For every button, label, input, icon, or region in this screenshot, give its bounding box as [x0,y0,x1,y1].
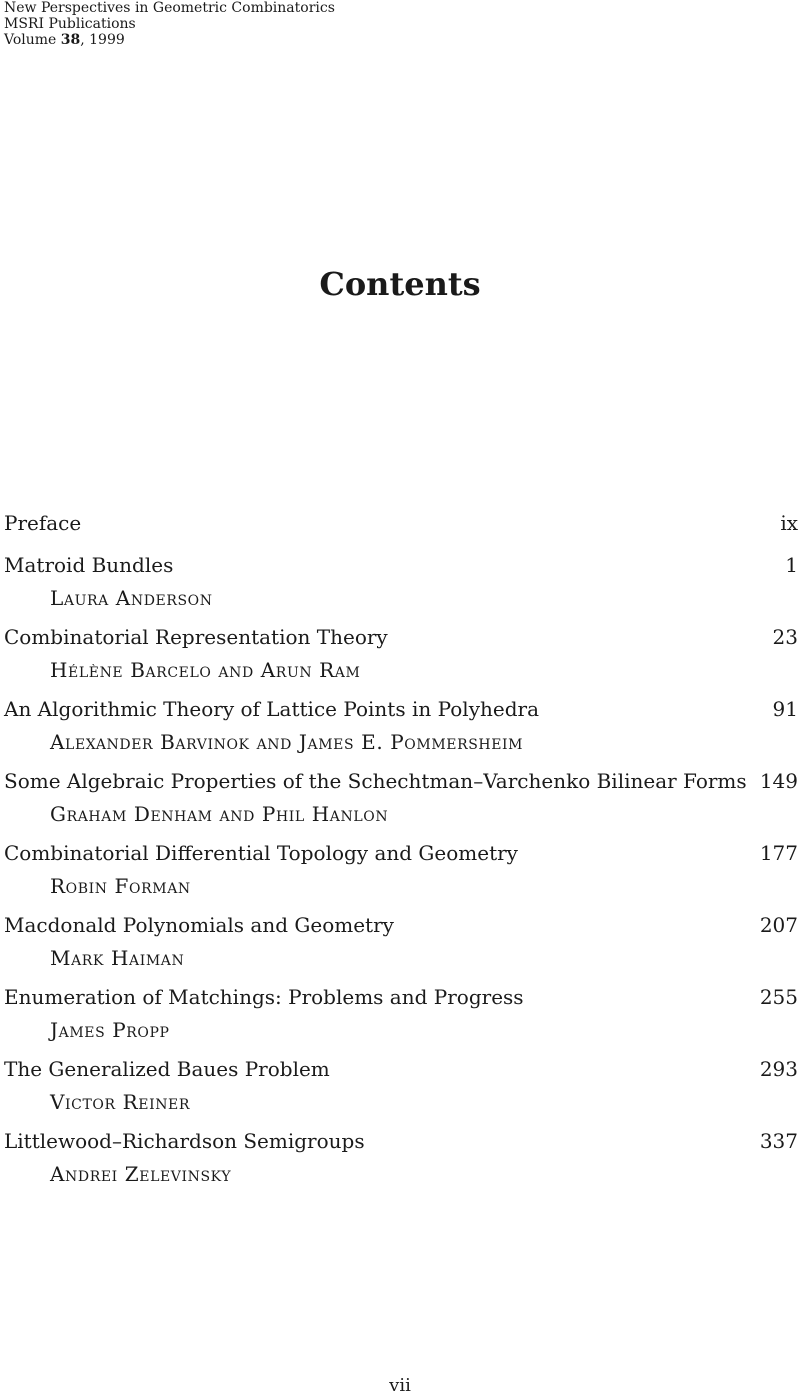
toc-entry-page: 207 [759,913,798,937]
toc-entry-title: Some Algebraic Properties of the Schechtman–Varchenko Bilinear Forms [4,769,747,793]
toc-entry-title: The Generalized Baues Problem [4,1057,330,1081]
toc-entry-author: Victor Reiner [50,1090,191,1114]
toc-entry-title: Combinatorial Differential Topology and Geometry [4,841,518,865]
toc-entry[interactable] [4,1126,798,1198]
toc-entry-page: 91 [772,697,798,721]
toc-entry-page: 177 [759,841,798,865]
toc-entry[interactable] [4,838,798,910]
toc-entry-page: 337 [759,1129,798,1153]
series-title: New Perspectives in Geometric Combinatorics [4,0,335,16]
toc-entry-title: Preface [4,511,82,535]
toc-entry-author: Andrei Zelevinsky [50,1162,232,1186]
toc-entry-author: Laura Anderson [50,586,213,610]
toc-entry-page: 255 [759,985,798,1009]
volume-number: 38 [60,32,81,48]
toc-entry-author: Alexander Barvinok and James E. Pommersheim [50,730,524,754]
toc-entry-title: Littlewood–Richardson Semigroups [4,1129,365,1153]
toc-entry-author: James Propp [50,1018,170,1042]
toc-entry-page: ix [780,511,798,535]
page-title: Contents [319,265,481,303]
page-number: vii [389,1375,411,1396]
publisher: MSRI Publications [4,16,136,32]
toc-entry-title: Matroid Bundles [4,553,174,577]
toc-entry-author: Robin Forman [50,874,191,898]
toc-entry-title: Enumeration of Matchings: Problems and Progress [4,985,524,1009]
toc-entry[interactable] [4,550,798,622]
toc-entry-title: An Algorithmic Theory of Lattice Points in Polyhedra [4,697,539,721]
volume-label: Volume [4,32,57,48]
toc-entry-author: Mark Haiman [50,946,185,970]
toc-entry[interactable] [4,1054,798,1126]
toc-entry[interactable] [4,694,798,766]
volume-year: , 1999 [80,32,125,48]
toc-entry-author: Graham Denham and Phil Hanlon [50,802,389,826]
volume-line [4,32,335,48]
toc-entry-title: Macdonald Polynomials and Geometry [4,913,394,937]
toc-entry[interactable] [4,910,798,982]
toc-entry-preface[interactable] [4,508,798,550]
toc-entry-page: 23 [772,625,798,649]
toc-entry-author: Hélène Barcelo and Arun Ram [50,658,361,682]
toc-entry[interactable] [4,766,798,838]
toc-entry-title: Combinatorial Representation Theory [4,625,388,649]
toc-entry-page: 149 [759,769,798,793]
toc-entry[interactable] [4,622,798,694]
running-header [4,0,335,48]
toc-entry-page: 1 [785,553,798,577]
toc-entry[interactable] [4,982,798,1054]
table-of-contents [4,508,798,1198]
toc-entry-page: 293 [759,1057,798,1081]
